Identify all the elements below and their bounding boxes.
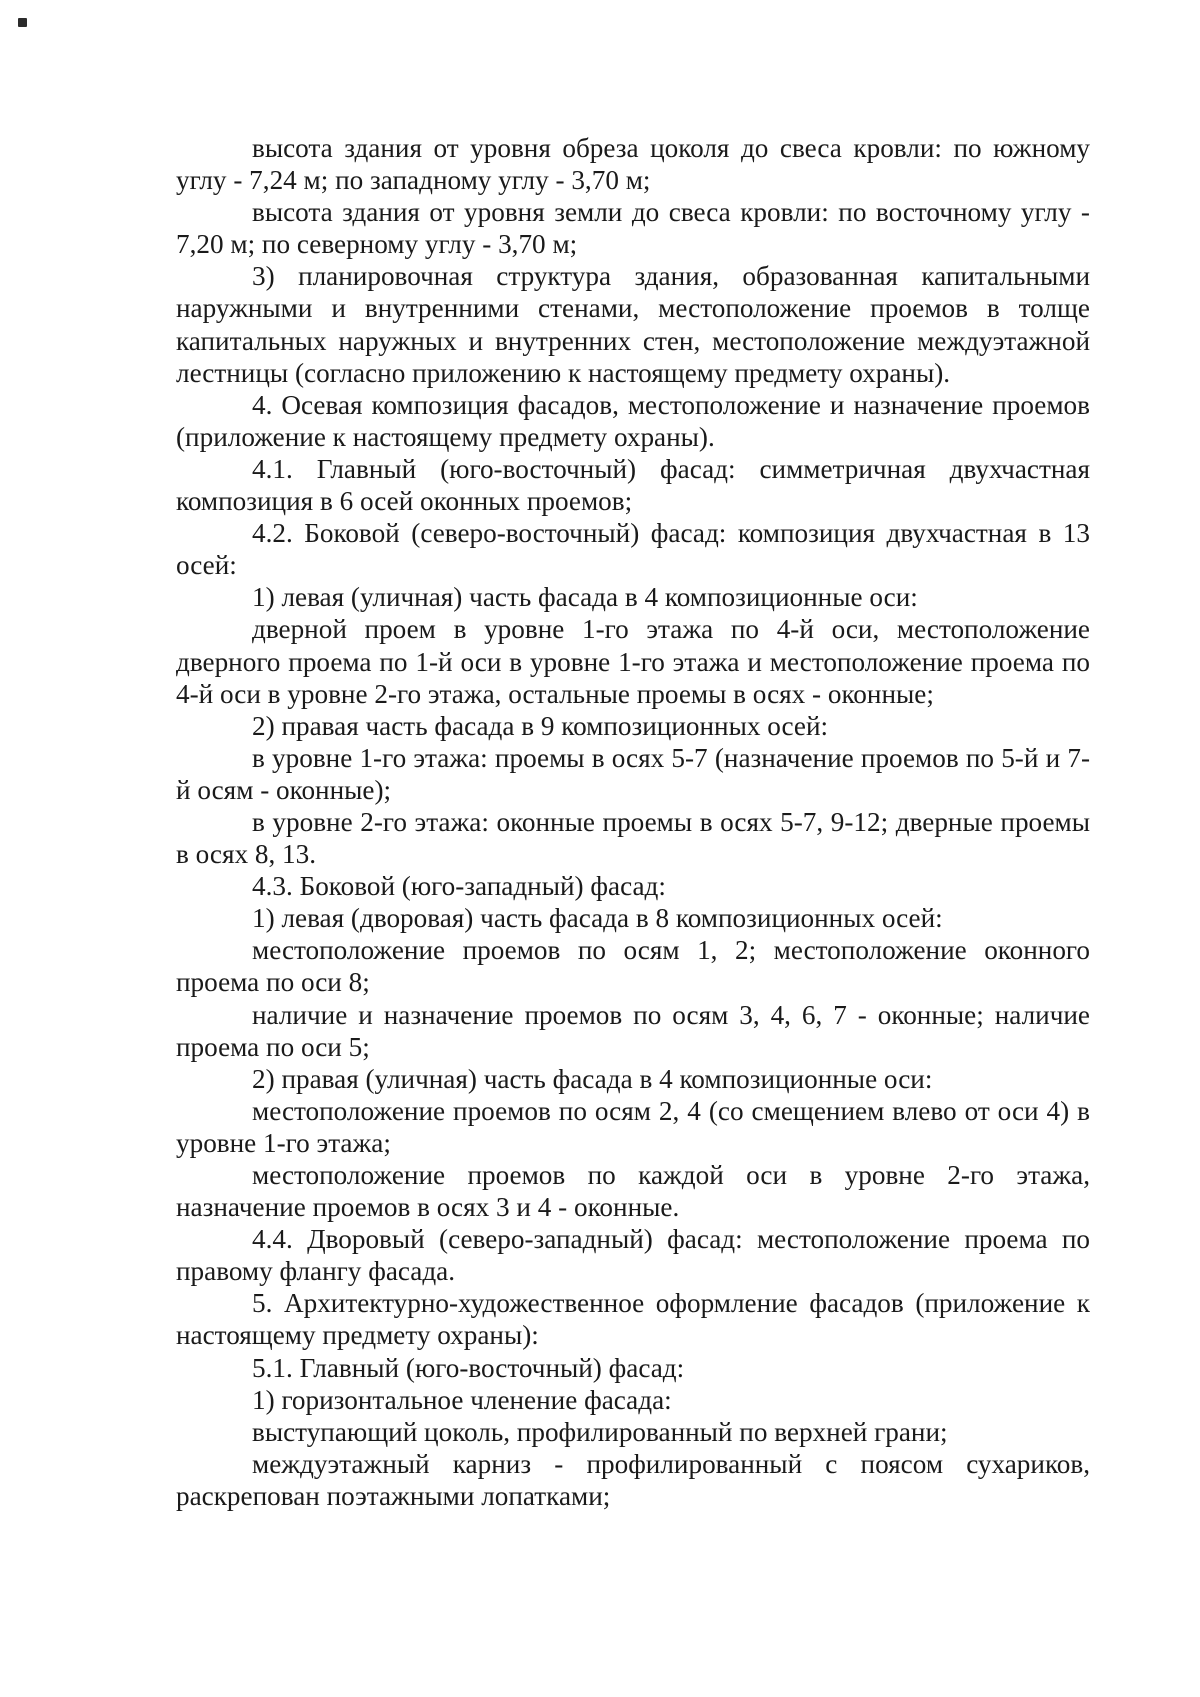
paragraph: 5.1. Главный (юго-восточный) фасад:: [252, 1352, 685, 1383]
paragraph: выступающий цоколь, профилированный по верхней грани;: [252, 1416, 948, 1447]
paragraph: наличие и назначение проемов по осям 3, 4, 6, 7 - оконные; наличие проема по оси 5;: [176, 999, 1090, 1062]
paragraph: 1) горизонтальное членение фасада:: [252, 1384, 672, 1415]
paragraph: высота здания от уровня земли до свеса кровли: по восточному углу - 7,20 м; по северному углу - 3,70 м;: [176, 197, 1090, 260]
paragraph: междуэтажный карниз - профилированный с поясом сухариков, раскрепован поэтажными лопатками;: [176, 1448, 1090, 1511]
paragraph: 4.4. Дворовый (северо-западный) фасад: местоположение проема по правому флангу фасада.: [176, 1224, 1090, 1287]
paragraph: 1) левая (уличная) часть фасада в 4 композиционные оси:: [252, 582, 918, 613]
paragraph: 3) планировочная структура здания, образованная капитальными наружными и внутренними стенами, местоположение проемов в толще капитальных наружных и внутренних стен, местоположение междуэтажной лестницы (согласно приложению к настоящему предмету охраны).: [176, 261, 1090, 388]
paragraph: 4.2. Боковой (северо-восточный) фасад: композиция двухчастная в 13 осей:: [176, 518, 1090, 581]
paragraph: дверной проем в уровне 1-го этажа по 4-й оси, местоположение дверного проема по 1-й оси в уровне 1-го этажа и местоположение проема по 4-й оси в уровне 2-го этажа, остальные проемы в осях - оконные;: [176, 614, 1090, 709]
paragraph: 4.3. Боковой (юго-западный) фасад:: [252, 871, 666, 902]
paragraph: местоположение проемов по осям 1, 2; местоположение оконного проема по оси 8;: [176, 935, 1090, 998]
paragraph: 4.1. Главный (юго-восточный) фасад: симметричная двухчастная композиция в 6 осей оконных проемов;: [176, 453, 1090, 517]
paragraph: высота здания от уровня обреза цоколя до свеса кровли: по южному углу - 7,24 м; по западному углу - 3,70 м;: [176, 133, 1090, 196]
paragraph: в уровне 2-го этажа: оконные проемы в осях 5-7, 9-12; дверные проемы в осях 8, 13.: [176, 806, 1090, 870]
paragraph: 5. Архитектурно-художественное оформление фасадов (приложение к настоящему предмету охраны):: [176, 1288, 1090, 1351]
paragraph: 4. Осевая композиция фасадов, местоположение и назначение проемов (приложение к настоящему предмету охраны).: [176, 389, 1090, 452]
paragraph: 2) правая часть фасада в 9 композиционных осей:: [252, 710, 829, 741]
paragraph: местоположение проемов по осям 2, 4 (со смещением влево от оси 4) в уровне 1-го этажа;: [176, 1095, 1090, 1158]
paragraph: 2) правая (уличная) часть фасада в 4 композиционные оси:: [252, 1063, 933, 1094]
paragraph: местоположение проемов по каждой оси в уровне 2-го этажа, назначение проемов в осях 3 и 4 - оконные.: [176, 1160, 1090, 1223]
paragraph: 1) левая (дворовая) часть фасада в 8 композиционных осей:: [252, 903, 943, 934]
paragraph: в уровне 1-го этажа: проемы в осях 5-7 (назначение проемов по 5-й и 7-й осям - оконные);: [176, 742, 1090, 805]
